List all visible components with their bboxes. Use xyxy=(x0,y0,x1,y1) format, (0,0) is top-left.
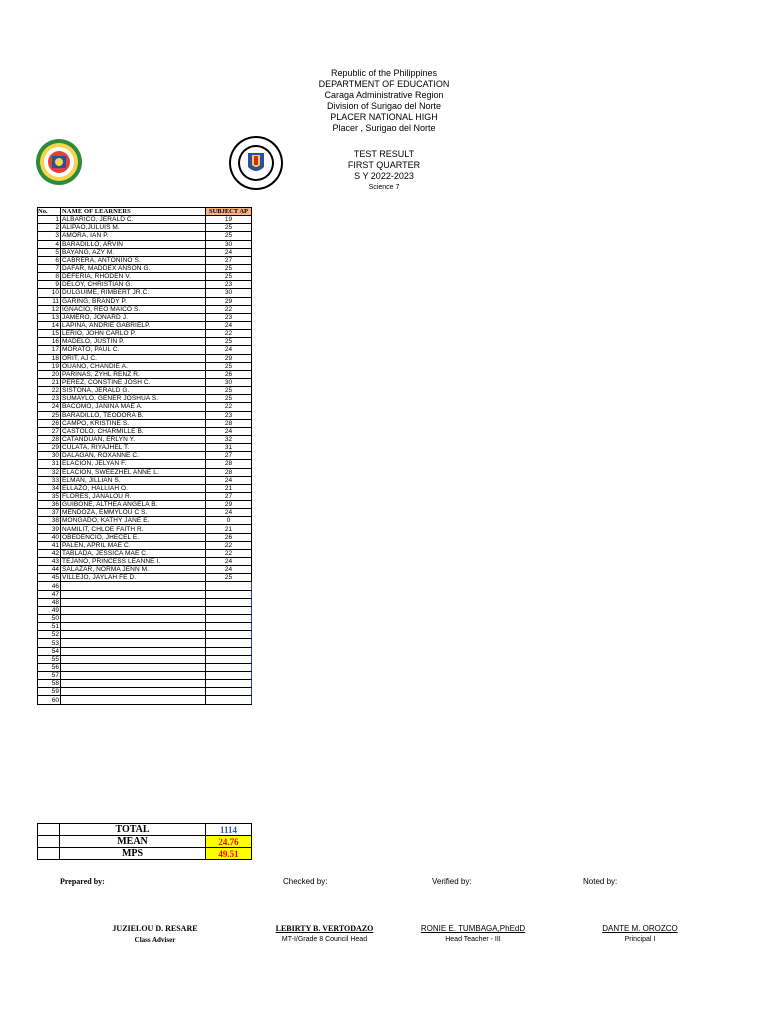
table-row xyxy=(38,224,252,232)
total-row xyxy=(38,824,252,836)
learner-name: LAPINA, ANDRIE GABRIELP. xyxy=(61,321,206,329)
table-row xyxy=(38,248,252,256)
learner-name xyxy=(61,663,206,671)
learner-score xyxy=(206,672,252,680)
learner-name: CULATA, RIYAJHEL T. xyxy=(61,444,206,452)
table-row xyxy=(38,370,252,378)
learner-name xyxy=(61,688,206,696)
row-number: 7 xyxy=(38,264,61,272)
total-label: TOTAL xyxy=(60,824,206,836)
learner-score: 0 xyxy=(206,517,252,525)
row-number: 1 xyxy=(38,216,61,224)
learner-score: 24 xyxy=(206,346,252,354)
learner-score: 29 xyxy=(206,354,252,362)
learner-name: CABRERA, ANTONINO S. xyxy=(61,256,206,264)
learner-name: OUANO, CHANDIE A. xyxy=(61,362,206,370)
table-row xyxy=(38,492,252,500)
learner-score xyxy=(206,655,252,663)
learner-score: 22 xyxy=(206,330,252,338)
table-row xyxy=(38,411,252,419)
learner-score: 27 xyxy=(206,452,252,460)
row-number: 23 xyxy=(38,395,61,403)
learner-name: ELMAN, JILLIAN S. xyxy=(61,476,206,484)
learner-name: DAFAR, MADDEX ANSON G. xyxy=(61,264,206,272)
row-number: 52 xyxy=(38,631,61,639)
row-number: 31 xyxy=(38,460,61,468)
learner-score: 25 xyxy=(206,395,252,403)
row-number: 4 xyxy=(38,240,61,248)
learner-score xyxy=(206,647,252,655)
table-row xyxy=(38,403,252,411)
table-row xyxy=(38,549,252,557)
table-row xyxy=(38,297,252,305)
learner-score: 27 xyxy=(206,256,252,264)
table-row xyxy=(38,672,252,680)
learner-name: CASTOLO, CHARMILLE B. xyxy=(61,427,206,435)
table-row xyxy=(38,501,252,509)
row-number: 21 xyxy=(38,378,61,386)
header-line: Placer , Surigao del Norte xyxy=(332,123,436,133)
table-row xyxy=(38,623,252,631)
learner-score: 32 xyxy=(206,435,252,443)
row-number: 10 xyxy=(38,289,61,297)
row-number: 14 xyxy=(38,321,61,329)
table-row xyxy=(38,387,252,395)
row-number: 46 xyxy=(38,582,61,590)
header-line: Republic of the Philippines xyxy=(330,68,438,78)
learner-score: 21 xyxy=(206,525,252,533)
row-number: 57 xyxy=(38,672,61,680)
learner-name: DULGUIME, RIMBERT JR.C. xyxy=(61,289,206,297)
noted-by-label: Noted by: xyxy=(583,877,618,886)
table-row xyxy=(38,647,252,655)
learners-table xyxy=(37,207,252,705)
total-value: 1114 xyxy=(206,824,252,836)
learner-score: 24 xyxy=(206,509,252,517)
row-number: 51 xyxy=(38,623,61,631)
table-row xyxy=(38,582,252,590)
learner-score: 28 xyxy=(206,468,252,476)
table-row xyxy=(38,444,252,452)
row-number: 39 xyxy=(38,525,61,533)
learner-name: TEJANO, PRINCESS LEANNE I. xyxy=(61,558,206,566)
learner-name: MENDOZA, EMMYLOU C S. xyxy=(61,509,206,517)
learner-score: 23 xyxy=(206,411,252,419)
row-number: 38 xyxy=(38,517,61,525)
learner-name: ALIPAO,JULUIS M. xyxy=(61,224,206,232)
learner-score: 25 xyxy=(206,224,252,232)
learner-score: 25 xyxy=(206,387,252,395)
learner-name: SISTONA, JERALD G. xyxy=(61,387,206,395)
learner-score: 24 xyxy=(206,566,252,574)
table-row xyxy=(38,289,252,297)
learner-name: ORIT, AJ C. xyxy=(61,354,206,362)
table-row xyxy=(38,256,252,264)
table-row xyxy=(38,631,252,639)
row-number: 42 xyxy=(38,549,61,557)
row-number: 28 xyxy=(38,435,61,443)
learner-name: ELACION, JELYAN F. xyxy=(61,460,206,468)
row-number: 47 xyxy=(38,590,61,598)
learner-score xyxy=(206,582,252,590)
learner-name xyxy=(61,631,206,639)
row-number: 13 xyxy=(38,313,61,321)
table-row xyxy=(38,273,252,281)
learner-name: FLORES, JANALOU R. xyxy=(61,492,206,500)
learner-name: MONGADO, KATHY JANE E. xyxy=(61,517,206,525)
learner-name xyxy=(61,598,206,606)
learner-name xyxy=(61,615,206,623)
learner-score: 25 xyxy=(206,574,252,582)
learner-score: 30 xyxy=(206,289,252,297)
learner-score xyxy=(206,623,252,631)
learner-name: CAMPO, KRISTINE S. xyxy=(61,419,206,427)
mean-label: MEAN xyxy=(60,836,206,848)
learner-score: 23 xyxy=(206,281,252,289)
learner-name xyxy=(61,672,206,680)
row-number: 40 xyxy=(38,533,61,541)
table-row xyxy=(38,566,252,574)
learner-name: ELACION, SWEEZHEL ANNE L. xyxy=(61,468,206,476)
learner-score: 25 xyxy=(206,232,252,240)
table-row xyxy=(38,435,252,443)
table-header-row xyxy=(38,208,252,216)
learner-name: SUMAYLO, GENER JOSHUA S. xyxy=(61,395,206,403)
learner-score: 19 xyxy=(206,216,252,224)
learner-name xyxy=(61,582,206,590)
table-row xyxy=(38,240,252,248)
table-row xyxy=(38,460,252,468)
table-row xyxy=(38,533,252,541)
learner-score: 22 xyxy=(206,305,252,313)
checked-by-label: Checked by: xyxy=(283,877,328,886)
learner-score xyxy=(206,663,252,671)
row-number: 34 xyxy=(38,484,61,492)
row-number: 6 xyxy=(38,256,61,264)
learner-name xyxy=(61,606,206,614)
learner-score: 22 xyxy=(206,403,252,411)
table-row xyxy=(38,281,252,289)
totals-table xyxy=(37,823,252,860)
row-number: 49 xyxy=(38,606,61,614)
learner-score: 22 xyxy=(206,549,252,557)
col-header-name: NAME OF LEARNERS xyxy=(61,208,206,216)
learner-name: DEFERIA, RHODEN V. xyxy=(61,273,206,281)
learner-name xyxy=(61,647,206,655)
learner-score: 24 xyxy=(206,248,252,256)
learner-score: 30 xyxy=(206,240,252,248)
table-row xyxy=(38,509,252,517)
learner-score xyxy=(206,696,252,704)
learner-name: VILLEJO, JAYLAH FE D. xyxy=(61,574,206,582)
learner-score: 29 xyxy=(206,501,252,509)
table-row xyxy=(38,484,252,492)
table-row xyxy=(38,476,252,484)
learner-score: 21 xyxy=(206,484,252,492)
learner-name: GARING, BRANDY P. xyxy=(61,297,206,305)
table-row xyxy=(38,216,252,224)
row-number: 37 xyxy=(38,509,61,517)
row-number: 12 xyxy=(38,305,61,313)
header-line: PLACER NATIONAL HIGH xyxy=(330,112,438,122)
row-number: 9 xyxy=(38,281,61,289)
learner-name: BAYANG, AZY M. xyxy=(61,248,206,256)
row-number: 41 xyxy=(38,541,61,549)
row-number: 50 xyxy=(38,615,61,623)
prepared-by-label: Prepared by: xyxy=(60,877,105,886)
row-number: 2 xyxy=(38,224,61,232)
learner-name: BARADILLO, TEODORA B. xyxy=(61,411,206,419)
row-number: 24 xyxy=(38,403,61,411)
learner-score: 27 xyxy=(206,492,252,500)
header-line: DEPARTMENT OF EDUCATION xyxy=(318,79,450,89)
report-title-block xyxy=(0,149,768,193)
row-number: 59 xyxy=(38,688,61,696)
learner-name xyxy=(61,590,206,598)
col-header-no: No. xyxy=(38,208,61,216)
table-row xyxy=(38,321,252,329)
prepared-by-name: JUZIELOU D. RESARE xyxy=(112,924,198,933)
learner-score xyxy=(206,631,252,639)
learner-score: 30 xyxy=(206,378,252,386)
table-row xyxy=(38,606,252,614)
checked-by-role: MT-I/Grade 8 Council Head xyxy=(281,936,368,943)
row-number: 29 xyxy=(38,444,61,452)
row-number: 32 xyxy=(38,468,61,476)
row-number: 22 xyxy=(38,387,61,395)
row-number: 3 xyxy=(38,232,61,240)
table-row xyxy=(38,517,252,525)
learner-score xyxy=(206,615,252,623)
learner-name: DELOY, CHRISTIAN G. xyxy=(61,281,206,289)
report-quarter: FIRST QUARTER xyxy=(347,160,421,170)
learner-score: 29 xyxy=(206,297,252,305)
learner-name xyxy=(61,680,206,688)
col-header-score: SUBJECT AP xyxy=(206,208,252,216)
table-row xyxy=(38,338,252,346)
learner-name: BARADILLO, ARVIN xyxy=(61,240,206,248)
table-row xyxy=(38,305,252,313)
row-number: 17 xyxy=(38,346,61,354)
table-row xyxy=(38,346,252,354)
table-row xyxy=(38,574,252,582)
learner-name: DALAGAN, ROXANNE C. xyxy=(61,452,206,460)
learner-name: BACOMO, JANINA MAE A. xyxy=(61,403,206,411)
row-number: 20 xyxy=(38,370,61,378)
row-number: 35 xyxy=(38,492,61,500)
noted-by-name: DANTE M. OROZCO xyxy=(602,924,678,933)
table-row xyxy=(38,378,252,386)
learner-score: 31 xyxy=(206,444,252,452)
verified-by-name: RONIE E. TUMBAGA,PhEdD xyxy=(420,924,526,933)
learner-score: 25 xyxy=(206,362,252,370)
learner-name: MORATO, PAUL C. xyxy=(61,346,206,354)
table-row xyxy=(38,680,252,688)
learner-score xyxy=(206,680,252,688)
learner-name: IGNACIO, REO MAICO S. xyxy=(61,305,206,313)
learner-score: 26 xyxy=(206,370,252,378)
row-number: 11 xyxy=(38,297,61,305)
school-header xyxy=(0,68,768,134)
row-number: 5 xyxy=(38,248,61,256)
learner-score: 24 xyxy=(206,427,252,435)
row-number: 27 xyxy=(38,427,61,435)
table-row xyxy=(38,330,252,338)
row-number: 16 xyxy=(38,338,61,346)
row-number: 58 xyxy=(38,680,61,688)
learner-name: PARINAS, ZYHL RENZ R. xyxy=(61,370,206,378)
learner-score: 22 xyxy=(206,541,252,549)
learner-name: JAMERO, JONARD J. xyxy=(61,313,206,321)
row-number: 36 xyxy=(38,501,61,509)
table-row xyxy=(38,558,252,566)
verified-by-role: Head Teacher - III xyxy=(445,936,501,943)
learner-name: LERIO, JOHN CARLO P. xyxy=(61,330,206,338)
mps-row xyxy=(38,848,252,860)
learner-score: 28 xyxy=(206,419,252,427)
noted-by-role: Principal I xyxy=(624,936,656,943)
row-number: 56 xyxy=(38,663,61,671)
row-number: 8 xyxy=(38,273,61,281)
row-number: 44 xyxy=(38,566,61,574)
learner-name xyxy=(61,696,206,704)
row-number: 30 xyxy=(38,452,61,460)
table-row xyxy=(38,313,252,321)
learner-score: 23 xyxy=(206,313,252,321)
row-number: 45 xyxy=(38,574,61,582)
learner-score: 26 xyxy=(206,533,252,541)
table-row xyxy=(38,615,252,623)
learner-score: 24 xyxy=(206,321,252,329)
learner-name: PALEN, APRIL MAE C. xyxy=(61,541,206,549)
row-number: 48 xyxy=(38,598,61,606)
row-number: 53 xyxy=(38,639,61,647)
mean-row xyxy=(38,836,252,848)
report-subject: Science 7 xyxy=(368,184,400,191)
table-row xyxy=(38,688,252,696)
learner-name: MADELO, JUSTIN P. xyxy=(61,338,206,346)
mps-label: MPS xyxy=(60,848,206,860)
table-row xyxy=(38,598,252,606)
learner-name xyxy=(61,623,206,631)
row-number: 33 xyxy=(38,476,61,484)
learner-score xyxy=(206,606,252,614)
learner-name: OBEDENCIO, JHECEL E. xyxy=(61,533,206,541)
table-row xyxy=(38,525,252,533)
report-school-year: S Y 2022-2023 xyxy=(354,171,414,181)
learner-name xyxy=(61,639,206,647)
header-line: Caraga Administrative Region xyxy=(324,90,444,100)
table-row xyxy=(38,354,252,362)
table-row xyxy=(38,639,252,647)
verified-by-label: Verified by: xyxy=(432,877,472,886)
table-row xyxy=(38,655,252,663)
learner-name xyxy=(61,655,206,663)
learner-name: ALBARICO, JERALD C. xyxy=(61,216,206,224)
learner-score: 25 xyxy=(206,264,252,272)
report-title: TEST RESULT xyxy=(353,149,415,159)
learner-name: CATANDUAN, ERLYN Y. xyxy=(61,435,206,443)
table-row xyxy=(38,468,252,476)
learner-score: 25 xyxy=(206,338,252,346)
row-number: 55 xyxy=(38,655,61,663)
table-row xyxy=(38,541,252,549)
mean-value: 24.76 xyxy=(206,836,252,848)
row-number: 18 xyxy=(38,354,61,362)
learner-score xyxy=(206,598,252,606)
checked-by-name: LEBIRTY B. VERTODAZO xyxy=(275,924,374,933)
row-number: 19 xyxy=(38,362,61,370)
learner-name: SALAZAR, NORMA JENN M. xyxy=(61,566,206,574)
header-line: Division of Surigao del Norte xyxy=(326,101,442,111)
table-row xyxy=(38,696,252,704)
learner-score: 24 xyxy=(206,558,252,566)
row-number: 25 xyxy=(38,411,61,419)
mps-value: 49.51 xyxy=(206,848,252,860)
learner-name: ELLAZO, HALLIAH O. xyxy=(61,484,206,492)
table-row xyxy=(38,232,252,240)
table-row xyxy=(38,362,252,370)
prepared-by-role: Class Adviser xyxy=(134,936,176,944)
table-row xyxy=(38,427,252,435)
table-row xyxy=(38,264,252,272)
row-number: 54 xyxy=(38,647,61,655)
learner-name: NAMILIT, CHLOE FAITH R. xyxy=(61,525,206,533)
table-row xyxy=(38,452,252,460)
learner-score: 25 xyxy=(206,273,252,281)
learner-score xyxy=(206,688,252,696)
learner-score: 24 xyxy=(206,476,252,484)
learner-name: GUIBONE, ALTHEA ANGELA B. xyxy=(61,501,206,509)
table-row xyxy=(38,663,252,671)
row-number: 26 xyxy=(38,419,61,427)
table-row xyxy=(38,419,252,427)
table-row xyxy=(38,590,252,598)
learner-name: TABLADA, JESSICA MAE C. xyxy=(61,549,206,557)
row-number: 15 xyxy=(38,330,61,338)
learner-score: 28 xyxy=(206,460,252,468)
learner-score xyxy=(206,590,252,598)
row-number: 60 xyxy=(38,696,61,704)
row-number: 43 xyxy=(38,558,61,566)
learner-name: PEREZ, CONSTINE JOSH C. xyxy=(61,378,206,386)
learner-score xyxy=(206,639,252,647)
learner-name: AMORA, IAN P. xyxy=(61,232,206,240)
table-row xyxy=(38,395,252,403)
